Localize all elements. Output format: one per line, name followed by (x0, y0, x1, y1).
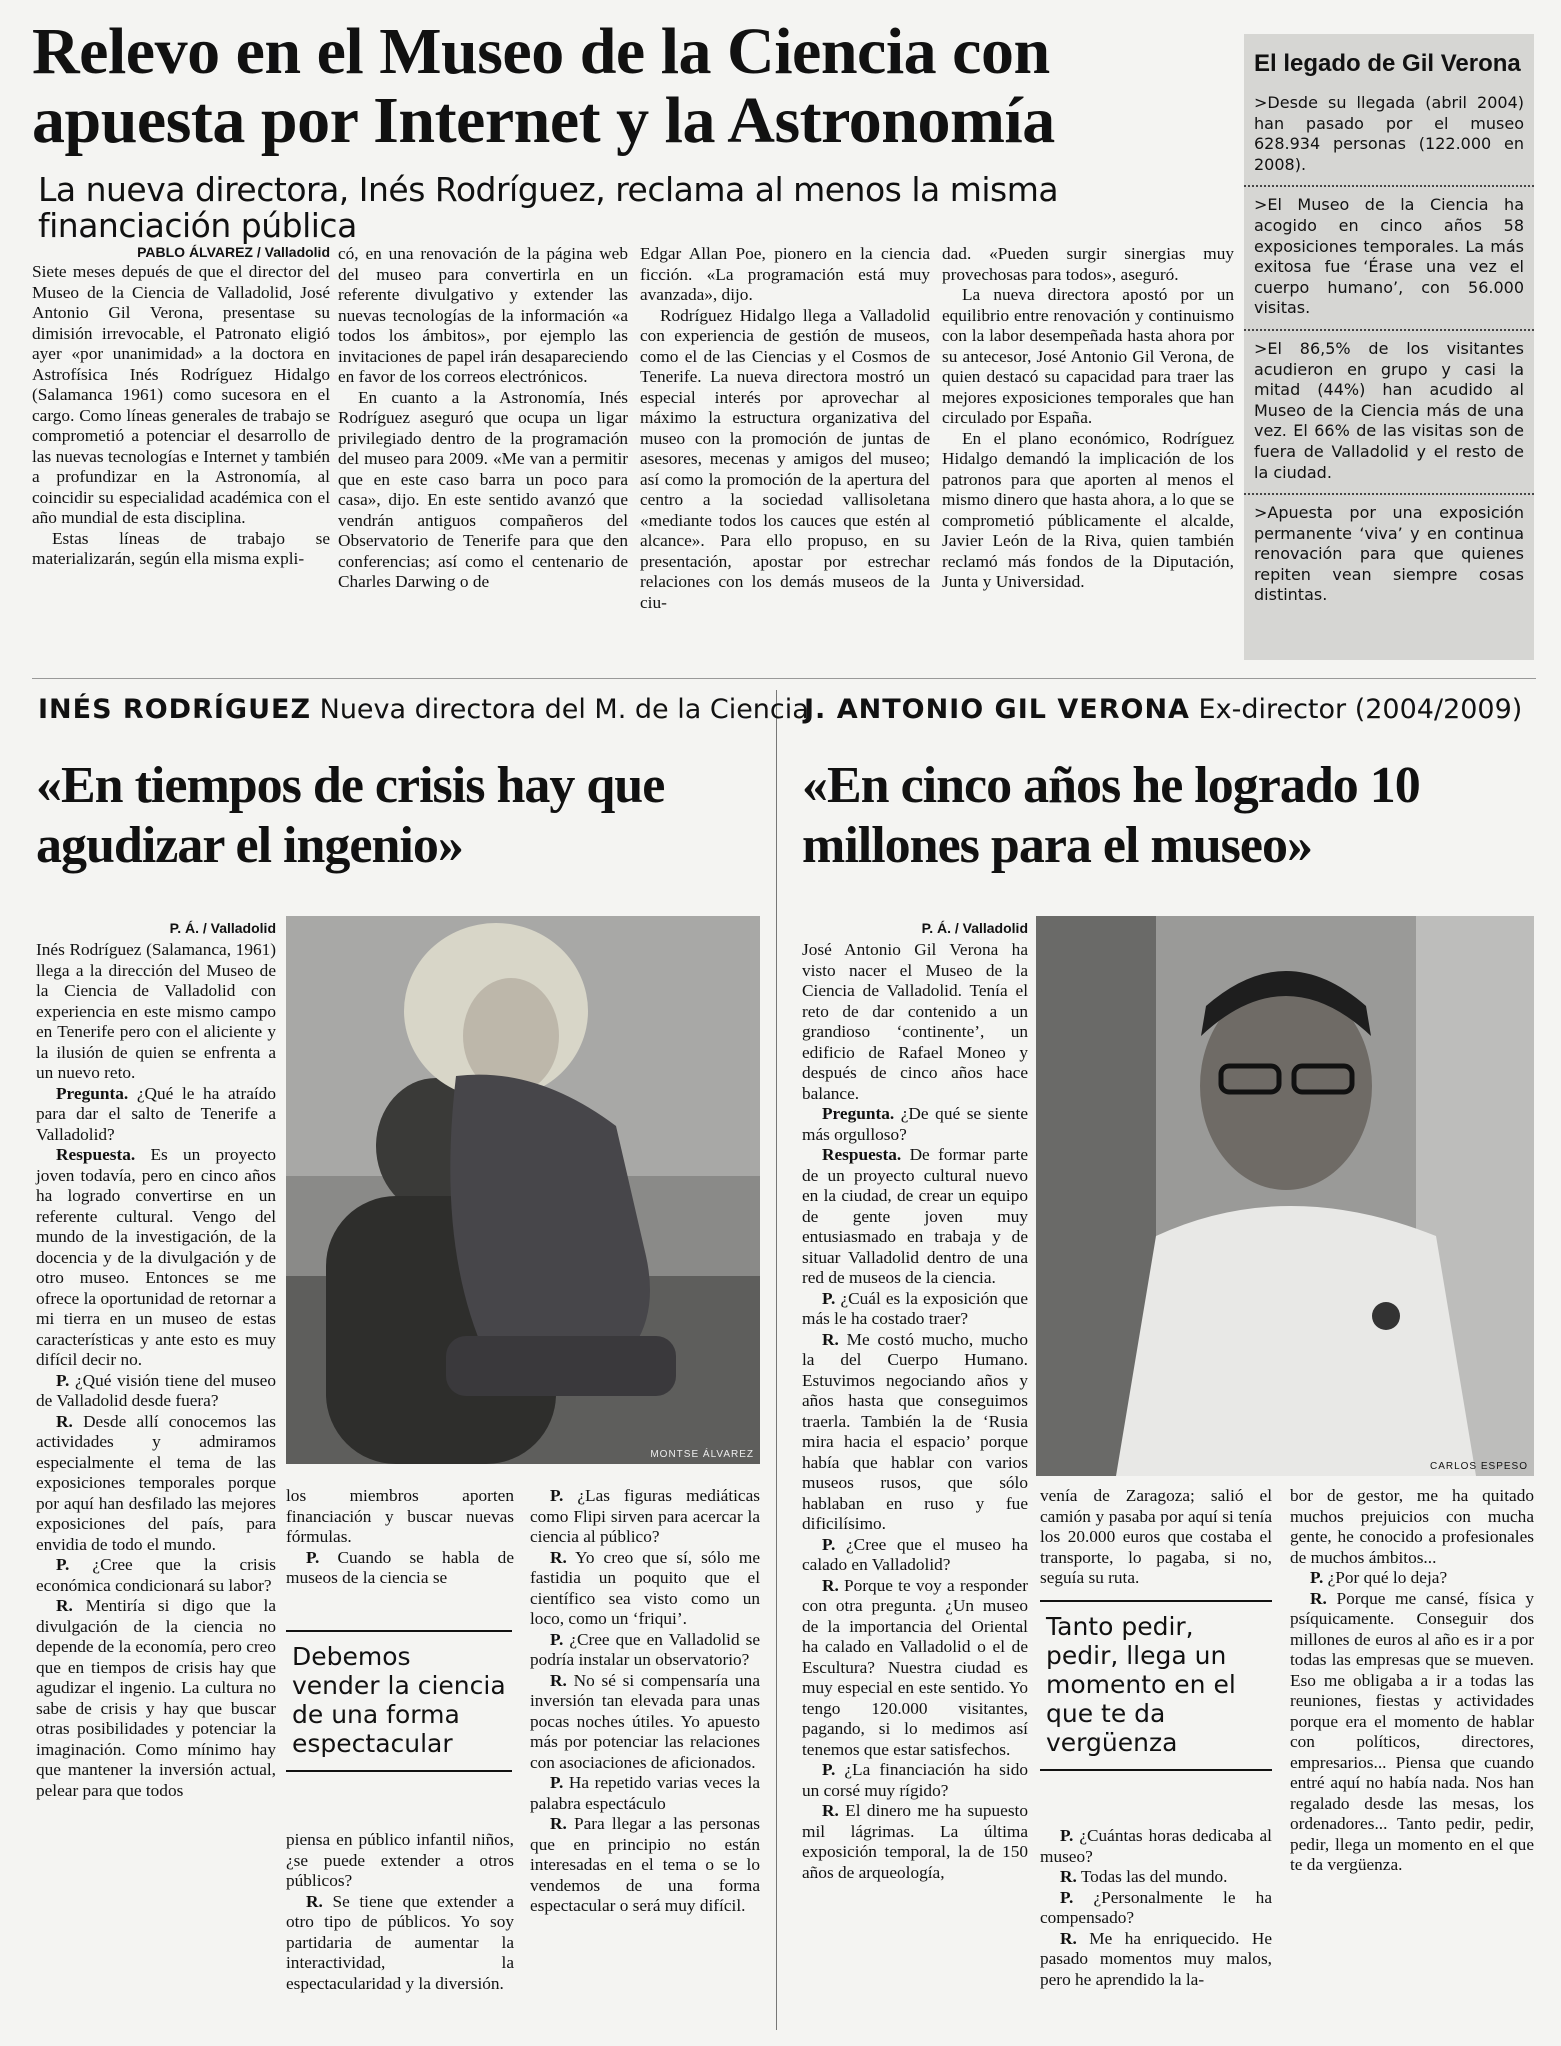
answer-text: Es un proyecto joven todavía, pero en cinco años ha logrado convertirse en un referente cultural. Vengo del mundo de la investigación, de la docencia y de la divulgación y de otro museo. Entonces se me ofrece la oportunidad de retornar a mi tierra en un museo de estas características y ante esto es muy difícil decir no. (36, 1145, 276, 1369)
answer-text: Se tiene que extender a otro tipo de públicos. Yo soy partidaria de aumentar la interactividad, la espectacularidad y la diversión. (286, 1891, 514, 1993)
answer-text: Mentiría si digo que la divulgación de la ciencia no depende de la economía, pero creo que en tiempos de crisis hay que agudizar el ingenio. La cultura no sabe de crisis y hay que buscar otras posibilidades y potenciar la imaginación. Como mínimo hay que mantener la inversión actual, pelear para que todos (36, 1596, 276, 1800)
answer-text: De formar parte de un proyecto cultural nuevo en la ciudad, de crear un equipo de gente joven muy entusiasmado en trabaja y de situar Valladolid dentro de una red de museos de la ciencia. (802, 1145, 1028, 1287)
answer-text: Todas las del mundo. (1080, 1867, 1228, 1886)
question-label: P. (56, 1370, 70, 1390)
paragraph: En cuanto a la Astronomía, Inés Rodríguez aseguró que ocupa un ligar privilegiado dentro de la programación del museo para 2009. «Me van a permitir que en este caso barra un poco para casa», dijo. En este sentido avanzó que vendrán antiguos compañeros del Observatorio de Tenerife para que den conferencias; así como el centenario de Charles Darwing o de (338, 387, 628, 591)
question-label: P. (550, 1486, 564, 1505)
sidebar-box (1244, 34, 1534, 660)
paragraph: los miembros aporten financiación y buscar nuevas fórmulas. (286, 1486, 514, 1546)
paragraph (802, 1330, 1028, 1535)
answer-label: R. (550, 1547, 567, 1567)
paragraph (802, 1576, 1028, 1761)
ines-rodriguez-photo (286, 916, 760, 1464)
paragraph: En el plano económico, Rodríguez Hidalgo demandó la implicación de los patronos para que aporten al menos el mismo dinero que hasta ahora, a lo que se comprometió públicamente el alcalde, Javier León de la Riva, quien también reclamó más fondos de la Diputación, Junta y Universidad. (942, 428, 1234, 591)
question-label: P. (1060, 1826, 1074, 1845)
left-interview-column-2-bottom (286, 1830, 514, 1994)
question-text: Ha repetido varias veces la palabra espectáculo (530, 1773, 760, 1813)
paragraph (36, 1596, 276, 1801)
right-interview-column-2-bottom (1040, 1826, 1272, 1990)
paragraph (530, 1486, 760, 1548)
question-text: ¿Cuál es la exposición que más le ha costado traer? (802, 1288, 1028, 1328)
paragraph: có, en una renovación de la página web del museo para convertirla en un referente divulgativo y extender las nuevas tecnologías de la información «a todos los ámbitos», por ejemplo las invitaciones de papel irán desapareciendo en favor de los correos electrónicos. (338, 244, 628, 386)
question-text: ¿Cree que el museo ha calado en Valladolid? (802, 1534, 1028, 1574)
paragraph: La nueva directora apostó por un equilibrio entre renovación y continuismo con la labor desempeñada hasta ahora por su antecesor, José Antonio Gil Verona, de quien destacó su capacidad para traer las mejores exposiciones temporales que han circulado por España. (942, 285, 1234, 427)
paragraph: piensa en público infantil niños, ¿se puede extender a otros públicos? (286, 1830, 514, 1890)
paragraph (530, 1773, 760, 1814)
paragraph: dad. «Pueden surgir sinergias muy provechosas para todos», aseguró. (942, 244, 1234, 284)
portrait-image (286, 916, 760, 1464)
question-text: ¿Qué visión tiene del museo de Valladolid desde fuera? (36, 1370, 276, 1410)
article-column-2 (338, 244, 628, 593)
question-text: ¿La financiación ha sido un corsé muy rígido? (802, 1760, 1028, 1800)
answer-text: Me ha enriquecido. He pasado momentos muy malos, pero he aprendido la la- (1040, 1928, 1272, 1989)
right-interview-headline: «En cinco años he logrado 10 millones para el museo» (802, 757, 1420, 874)
question-label: P. (550, 1773, 564, 1792)
answer-text: Me costó mucho, mucho la del Cuerpo Humano. Estuvimos negociando años y años hasta que conseguimos traerla. También la de ‘Rusia mira hacia el espacio’ porque había que hablar con varios museos rusos, que sólo hablaban en ruso y fue dificilísimo. (802, 1329, 1028, 1533)
question-label: P. (550, 1629, 564, 1649)
gil-verona-photo (1036, 916, 1534, 1476)
right-pull-quote: Tanto pedir, pedir, llega un momento en el que te da vergüenza (1040, 1600, 1272, 1771)
paragraph (1040, 1867, 1272, 1888)
left-interview-column-1 (36, 940, 276, 1801)
paragraph (36, 1084, 276, 1146)
sub-headline: La nueva directora, Inés Rodríguez, reclama al menos la misma financiación pública (38, 170, 1059, 246)
article-byline: PABLO ÁLVAREZ / Valladolid (137, 244, 330, 260)
question-label: P. (1310, 1568, 1324, 1587)
answer-label: R. (56, 1411, 73, 1431)
paragraph (286, 1892, 514, 1995)
question-text: ¿Cree que en Valladolid se podría instalar un observatorio? (530, 1629, 760, 1669)
main-headline: Relevo en el Museo de la Ciencia con apuesta por Internet y la Astronomía (32, 15, 1055, 157)
answer-label: R. (550, 1670, 567, 1690)
left-pull-quote: Debemos vender la ciencia de una forma espectacular (286, 1630, 512, 1772)
question-text: ¿Cree que la crisis económica condicionará su labor? (36, 1555, 276, 1595)
article-column-4 (942, 244, 1234, 593)
question-label: P. (1060, 1887, 1074, 1907)
photo-credit: CARLOS ESPESO (1429, 1461, 1528, 1472)
left-interview-headline: «En tiempos de crisis hay que agudizar el ingenio» (36, 757, 665, 874)
interviewee-name: J. ANTONIO GIL VERONA (804, 694, 1190, 725)
paragraph: Inés Rodríguez (Salamanca, 1961) llega a la dirección del Museo de la Ciencia de Valladolid con experiencia en este mismo campo en Tenerife pero con el aliciente y la ilusión de quien se enfrenta a un nuevo reto. (36, 940, 276, 1082)
paragraph (802, 1104, 1028, 1145)
answer-label: R. (550, 1814, 567, 1833)
paragraph: venía de Zaragoza; salió el camión y pasaba por aquí si tenía los 20.000 euros que costaba el transporte, lo pagaba, si no, seguía su ruta. (1040, 1486, 1272, 1587)
answer-label: R. (822, 1575, 839, 1595)
answer-text: Porque me cansé, física y psíquicamente. Conseguir dos millones de euros al año es ir a por todas las empresas que se mueven. Eso me obligaba a ir a todas las reuniones, fiestas y actividades porque era el momento de hablar con políticos, directores, empresarios... Piensa que cuando entré aquí no había nada. Nos han regalado desde las mesas, los ordenadores... Tanto pedir, pedir, pedir, llega un momento en el que te da vergüenza. (1290, 1588, 1534, 1874)
paragraph: Edgar Allan Poe, pionero en la ciencia ficción. «La programación está muy avanzada», dijo. (640, 244, 930, 304)
answer-label: R. (1060, 1928, 1077, 1948)
paragraph (36, 1555, 276, 1596)
right-interview-column-1 (802, 940, 1028, 1883)
sidebar-item: >El 86,5% de los visitantes acudieron en grupo y casi la mitad (44%) han acudido al Museo de la Ciencia más de una vez. El 66% de las visitas son de fuera de Valladolid y el resto de la ciudad. (1244, 329, 1534, 493)
answer-text: Porque te voy a responder con otra pregunta. ¿Un museo de la importancia del Oriental ha calado en Valladolid o el de Escultura? Nuestra ciudad es muy especial en este sentido. Yo tengo 120.000 visitantes, pagando, si lo medimos así tenemos que estar satisfechos. (802, 1575, 1028, 1759)
section-divider (32, 678, 1536, 679)
answer-text: Para llegar a las personas que en principio no están interesadas en el tema o se lo vendemos de una forma espectacular o será muy difícil. (530, 1814, 760, 1915)
question-label: P. (822, 1760, 836, 1779)
left-interview-kicker (38, 694, 809, 725)
right-interview-kicker (804, 694, 1522, 725)
left-interview-byline: P. Á. / Valladolid (169, 920, 276, 936)
paragraph (530, 1671, 760, 1774)
question-text: ¿Por qué lo deja? (1327, 1568, 1448, 1587)
question-label: Pregunta. (822, 1104, 895, 1123)
answer-label: R. (822, 1801, 839, 1820)
paragraph: Siete meses depués de que el director del Museo de la Ciencia de Valladolid, José Antonio Gil Verona, presentase su dimisión irrevocable, el Patronato eligió ayer «por unanimidad» a la doctora en Astrofísica Inés Rodríguez Hidalgo (Salamanca 1961) como sucesora en el cargo. Como líneas generales de trabajo se comprometió a potenciar el desarrollo de las nuevas tecnologías e Internet y también a profundizar en la Astronomía, al coincidir su especialidad académica con el año mundial de esta disciplina. (32, 262, 330, 527)
answer-text: No sé si compensaría una inversión tan elevada para unas pocas noches útiles. Yo apuesto más por potenciar las relaciones con asociaciones de aficionados. (530, 1670, 760, 1772)
paragraph: José Antonio Gil Verona ha visto nacer el Museo de la Ciencia de Valladolid. Tenía el reto de dar contenido a un grandioso ‘continente’, un edificio de Rafael Moneo y después de cinco años hace balance. (802, 940, 1028, 1103)
left-interview-column-2-top (286, 1486, 514, 1589)
right-interview-column-2-top (1040, 1486, 1272, 1589)
answer-text: El dinero me ha supuesto mil lágrimas. La última exposición temporal, la de 150 años de arqueología, (802, 1801, 1028, 1882)
paragraph (36, 1145, 276, 1371)
portrait-image (1036, 916, 1534, 1476)
question-label: P. (822, 1534, 836, 1554)
paragraph (530, 1630, 760, 1671)
article-column-3 (640, 244, 930, 613)
question-text: ¿Qué le ha atraído para dar el salto de Tenerife a Valladolid? (36, 1083, 276, 1144)
paragraph (802, 1145, 1028, 1289)
paragraph (802, 1801, 1028, 1883)
article-column-1 (32, 262, 330, 570)
answer-label: R. (306, 1891, 323, 1911)
paragraph: Rodríguez Hidalgo llega a Valladolid con experiencia de gestión de museos, como el de las Ciencias y el Cosmos de Tenerife. La nueva directora mostró un especial interés por aprovechar al máximo la estructura organizativa del museo con la promoción de juntas de asesores, mecenas y amigos del museo; así como la promoción de la apertura del centro a la sociedad vallisoletana «mediante todos los cauces que estén al alcance». Para ello propuso, en su presentación, apostar por estrechar relaciones con los demás museos de la ciu- (640, 305, 930, 612)
paragraph (1040, 1826, 1272, 1867)
interviewee-name: INÉS RODRÍGUEZ (38, 694, 312, 725)
paragraph (1290, 1568, 1534, 1589)
question-text: Cuando se habla de museos de la ciencia se (286, 1547, 514, 1587)
sidebar-item: >El Museo de la Ciencia ha acogido en cinco años 58 exposiciones temporales. La más exitosa fue ‘Érase una vez el cuerpo humano’, con 56.000 visitas. (1244, 185, 1534, 329)
paragraph (1290, 1589, 1534, 1876)
answer-label: Respuesta. (56, 1145, 136, 1164)
question-label: P. (822, 1288, 836, 1308)
answer-label: R. (822, 1329, 839, 1349)
question-text: ¿Cuántas horas dedicaba al museo? (1040, 1826, 1272, 1866)
paragraph (802, 1760, 1028, 1801)
sidebar-item: >Desde su llegada (abril 2004) han pasado por el museo 628.934 personas (122.000 en 2008). (1254, 93, 1524, 174)
sidebar-item: >Apuesta por una exposición permanente ‘viva’ y en continua renovación para que quienes repiten vean siempre cosas distintas. (1244, 493, 1534, 616)
paragraph (802, 1535, 1028, 1576)
question-label: P. (56, 1555, 70, 1574)
paragraph (1040, 1929, 1272, 1991)
paragraph: bor de gestor, me ha quitado muchos prejuicios con mucha gente, he conocido a profesionales de muchos ámbitos... (1290, 1486, 1534, 1567)
question-label: P. (306, 1547, 320, 1567)
column-divider (776, 690, 777, 2030)
paragraph (530, 1814, 760, 1917)
answer-label: R. (56, 1596, 73, 1615)
right-interview-byline: P. Á. / Valladolid (921, 920, 1028, 936)
question-text: ¿Personalmente le ha compensado? (1040, 1887, 1272, 1927)
answer-text: Desde allí conocemos las actividades y admiramos especialmente el tema de las exposiciones temporales porque por aquí han desfilado las mejores exposiciones del país, para envidia de todo el mundo. (36, 1411, 276, 1554)
paragraph (1040, 1888, 1272, 1929)
question-label: Pregunta. (56, 1083, 129, 1103)
paragraph (36, 1412, 276, 1556)
photo-credit: MONTSE ÁLVAREZ (650, 1449, 754, 1460)
interviewee-role: Ex-director (2004/2009) (1198, 694, 1523, 725)
paragraph: Estas líneas de trabajo se materializarán, según ella misma expli- (32, 528, 330, 568)
answer-label: R. (1060, 1867, 1077, 1886)
sidebar-title: El legado de Gil Verona (1254, 50, 1521, 77)
answer-label: R. (1310, 1588, 1327, 1608)
paragraph (802, 1289, 1028, 1330)
right-interview-column-3 (1290, 1486, 1534, 1876)
paragraph (530, 1548, 760, 1630)
question-text: ¿Las figuras mediáticas como Flipi sirven para acercar la ciencia al público? (530, 1486, 760, 1546)
interviewee-role: Nueva directora del M. de la Ciencia (319, 694, 809, 725)
answer-label: Respuesta. (822, 1145, 902, 1164)
left-interview-column-3 (530, 1486, 760, 1917)
paragraph (36, 1371, 276, 1412)
question-text: ¿De qué se siente más orgulloso? (802, 1104, 1028, 1144)
paragraph (286, 1548, 514, 1589)
answer-text: Yo creo que sí, sólo me fastidia un poquito que el científico sea visto como un loco, como un ‘friqui’. (530, 1547, 760, 1628)
